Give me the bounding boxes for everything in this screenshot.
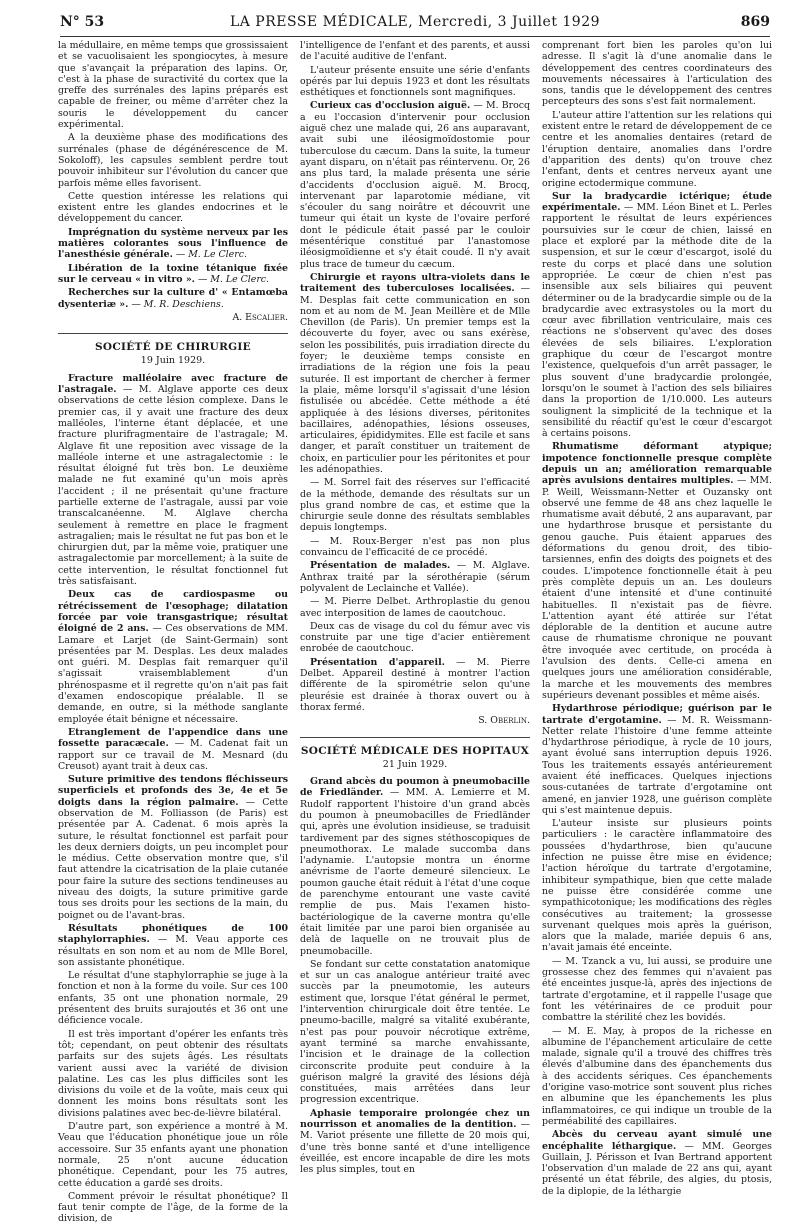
column-2: [300, 40, 530, 1227]
article: [58, 373, 288, 588]
report-author: — M. Le Clerc.: [197, 273, 270, 285]
article-title: Présentation de malades.: [310, 560, 451, 572]
article-body: — M. Pierre Delbet. Appareil destiné à montrer l'action différente de la spirométrie selon qu'une pleurésie est drainée à thorax ouvert ou à thorax fermé.: [300, 656, 531, 713]
article-body: — M. Variot présente une fillette de 20 mois qui, d'une très bonne santé et d'une intelligence éveillée, est encore incapable de dire les mots les plus simples, tout en: [300, 1119, 530, 1176]
article: [542, 191, 772, 440]
article-body: — Cette observation de M. Folliasson (de Paris) est présentée par A. Cadenat. 6 mois après la suture, le résultat fonctionnel est parfait pour les deux derniers doigts, un peu incomplet pour le médius. Cette observation montre que, s'il faut attendre la cicatrisation de la plaie cutanée pour faire la suture des sections tendineuses au niveau des doigts, la suture primitive garde tous ses droits pour les sections de la main, du poignet ou de l'avant-bras.: [58, 796, 288, 921]
article-title: Chirurgie et rayons ultra-violets dans le traitement des tuberculoses localisées.: [300, 271, 530, 295]
section-date: 21 Juin 1929.: [382, 758, 448, 770]
paragraph: — M. Sorrel fait des réserves sur l'efficacité de la méthode, demande des résultats sur un plus grand nombre de cas, et estime que la chirurgie seule donne des résultats semblables depuis longtemps.: [300, 477, 530, 534]
article-title: Etranglement de l'appendice dans une fossette paracæcale.: [58, 726, 288, 750]
paragraph: Le résultat d'une staphylorraphie se juge à la fonction et non à la forme du voile. Sur ces 100 enfants, 35 ont une phonation normale, 29 présentent des bruits surajoutés et 36 ont une déficience vocale.: [58, 970, 288, 1027]
article: [300, 776, 530, 957]
article-body: — MM. A. Lemierre et M. Rudolf rapportent l'histoire d'un grand abcès du poumon à pneumobacilles de Friedländer qui, après une évolution insidieuse, se traduisit tardivement par des signes stéthoscopiques de pneumothorax. Le malade succomba dans l'adynamie. L'autopsie montra un énorme anévrisme de l'aorte demeuré silencieux. Le poumon gauche était réduit à l'état d'une coque de parenchyme entourant une vaste cavité remplie de pus. Mais l'examen histo-bactériologique de la caverne montra qu'elle était limitée par une paroi bien organisée au delà de laquelle on ne trouvait plus de pneumobacille.: [300, 787, 530, 957]
paragraph: Il est très important d'opérer les enfants très tôt; cependant, on peut obtenir des résultats parfaits sur des sujets âgés. Les résultats varient aussi avec la variété de division palatine. Les cas les plus difficiles sont les divisions du voile et de la voûte, mais ceux qui donnent les moins bons résultats sont les divisions palatines avec bec-de-lièvre bilatéral.: [58, 1028, 288, 1119]
article-title: Grand abcès du poumon à pneumobacille de Friedländer.: [300, 776, 530, 799]
paragraph: Se fondant sur cette constatation anatomique et sur un cas analogue antérieur traité avec succès par la pneumotomie, les auteurs estiment que, lorsque l'état général le permet, l'intervention chirurgicale doit être tentée. Le pneumo-bacille, malgré sa vitalité exubérante, n'est pas pour pouvoir nécrotique extrême, ayant terminé sa marche envahissante, l'incision et le drainage de la collection circonscrite produite peut conduire à la guérison malgré la gravité des lésions déjà constituées, mais arrêtées dans leur progression excentrique.: [300, 958, 530, 1106]
paragraph: D'autre part, son expérience a montré à M. Veau que l'éducation phonétique joue un rôle accessoire. Sur 35 enfants ayant une phonation normale, 25 n'ont aucune éducation phonétique. Cependant, pour les 75 autres, cette éducation a gardé ses droits.: [58, 1121, 288, 1189]
article: [542, 703, 772, 816]
article: [300, 657, 530, 713]
article-title: Abcès du cerveau ayant simulé une encéphalite léthargique.: [542, 1129, 772, 1152]
paragraph: l'intelligence de l'enfant et des parents, et aussi de l'acuité auditive de l'enfant.: [300, 40, 530, 63]
article-title: Fracture malléolaire avec fracture de l'astragale.: [58, 372, 288, 396]
paragraph: — M. E. May, à propos de la richesse en albumine de l'épanchement articulaire de cette malade, signale qu'il a trouvé des chiffres très élevés d'albumine dans des épanchements dus à des accidents sériques. Ces épanchements d'origine vaso-motrice sont souvent plus riches en albumine que les épanchements les plus inflammatoires, ce qui indique un trouble de la perméabilité des capillaires.: [542, 1025, 772, 1127]
page-number: 869: [740, 14, 770, 30]
report-entry: [58, 227, 288, 261]
article-title: Deux cas de cardiospasme ou rétrécissement de l'œsophage; dilatation forcée par voie transgastrique; résultat éloigné de 2 ans.: [58, 589, 288, 635]
paragraph: Deux cas de visage du col du fémur avec vis construite par une tige d'acier entièrement enrobée de caoutchouc.: [300, 620, 530, 655]
section-title: SOCIÉTÉ DE CHIRURGIE: [58, 333, 288, 353]
signature: S. Oberlin.: [478, 715, 530, 727]
article-body: — MM. Léon Binet et L. Perles rapportent le résultat de leurs expériences poursuivies sur le cœur de chien, laissé en place et exploré par la méthode dite de la suspension, et sur le cœur d'escargot, isolé du reste du corps et placé dans une solution appropriée. Le cœur de chien n'est pas insensible aux sels biliaires qui peuvent déterminer ou de la bradycardie simple ou de la bradycardie avec extrasystoles ou la mort du cœur avec fibrillation ventriculaire, mais ces réactions ne s'observent qu'avec des doses élevées de sels biliaires. L'exploration graphique du cœur de l'escargot montre l'existence, quelquefois d'un arrêt passager, le plus souvent d'une bradycardie prolongée, lorsqu'on le soumet à l'action des sels biliaires dans la proportion de 1/10.000. Les auteurs soulignent la simplicité de la technique et la sensibilité du réactif qu'est le cœur d'escargot à certains poisons.: [542, 202, 772, 440]
report-title: Imprégnation du système nerveux par les matières colorantes sous l'influence de l'anesthésie générale.: [58, 226, 288, 261]
article-title: Curieux cas d'occlusion aiguë.: [310, 100, 471, 112]
article-body: — M. Alglave apporte ces deux observations de cette lésion complexe. Dans le premier cas, il y avait une fracture des deux malléoles, l'interne étant déplacée, et une fracture plurifragmentaire de l'astragale; M. Alglave fit une reposition avec vissage de la malléole interne et une astragalectomie : le résultat éloigné fut très bon. Le deuxième malade ne fut examiné qu'un mois après l'accident ; il ne présentait qu'une fracture partielle externe de l'astragale, aussi par voie transcalcanéenne. M. Alglave chercha seulement à remettre en place le fragment astragalien; mais le résultat ne fut pas bon et le chirurgien dut, par la même voie, pratiquer une astragalectomie par morcellement; à la suite de cette intervention, le résultat fonctionnel fut très satisfaisant.: [58, 384, 289, 588]
article: [58, 774, 288, 921]
article: [58, 589, 288, 725]
report-title: Recherches sur la culture d' « Entamœba dysenteriæ ».: [58, 287, 288, 310]
article-body: — M. Desplas fait cette communication en son nom et au nom de M. Jean Meillère et de Mlle Chevillon (de Paris). Un premier temps est la découverte du foyer, avec ou sans exérèse, selon les possibilités, puis irradiation directe du foyer; le deuxième temps consiste en irradiations de la région une fois la peau suturée. Il est important de chercher à fermer la plaie, même lorsqu'il s'agissait d'une lésion fistulisée ou abcédée. Cette méthode a été appliquée à des lésions diverses, péritonites bacillaires, adénopathies, lésions osseuses, articulaires, épididymites. Elle est facile et sans danger, et paraît constituer un traitement de choix, en particulier pour les péritonites et pour les adénopathies.: [300, 283, 530, 475]
report-entry: [58, 287, 288, 310]
report-author: — M. Le Clerc.: [175, 249, 247, 261]
paragraph: comprenant fort bien les paroles qu'on lui adresse. Il s'agit là d'une anomalie dans le développement des centres coordinateurs des mouvements nécessaires à l'articulation des sons, tandis que le développement des centres percepteurs des sons s'est fait normalement.: [542, 40, 772, 108]
article: [58, 923, 288, 968]
issue-number: N° 53: [60, 14, 105, 30]
article-body: — M. Alglave. Anthrax traité par la sérothérapie (sérum polyvalent de Leclainche et Vallée).: [300, 560, 530, 594]
article-body: — M. Veau apporte ces résultats en son nom et au nom de Mlle Borel, son assistante phonétique.: [58, 934, 288, 968]
article-body: — Ces observations de MM. Lamare et Larjet (de Saint-Germain) sont présentées par M. Desplas. Les deux malades ont guéri. M. Desplas fait remarquer qu'il s'agissait vraisemblablement d'un phrénospasme et il regrette qu'on n'ait pas fait d'examen endoscopique préalable. Il se demande, en outre, si la méthode sanglante employée était bénigne et nécessaire.: [58, 623, 288, 725]
paragraph: — M. Tzanck a vu, lui aussi, se produire une grossesse chez des femmes qui n'avaient pas été enceintes jusque-là, après des injections de tartrate d'ergotamine, et il rappelle l'usage que font les vétérinaires de ce produit pour combattre la stérilité chez les bovidés.: [542, 955, 772, 1024]
article: [58, 727, 288, 772]
paragraph: L'auteur insiste sur plusieurs points particuliers : le caractère inflammatoire des poussées d'hydarthrose, bien qu'aucune infection ne puisse être mise en évidence; l'action héroïque du tartrate d'ergotamine, inhibiteur sympathique, bien que cette malade ne puisse être considérée comme une sympathicotonique; les modifications des règles consécutives au traitement; la grossesse survenant quelques mois après la guérison, alors que la malade, mariée depuis 6 ans, n'avait jamais été enceinte.: [542, 818, 772, 954]
column-1: [58, 40, 288, 1227]
article-body: — MM. P. Weill, Weissmann-Netter et Ouzansky ont observé une femme de 48 ans chez laquelle le rhumatisme avait débuté, 2 ans auparavant, par une hydarthrose brusque et persistante du genou gauche. Puis étaient apparues des déformations du genou droit, des tibio-tarsiennes, enfin des doigts des poignets et des coudes. L'impotence fonctionnelle était à peu près complète depuis un an. Les douleurs étaient d'une intensité et d'une continuité habituelles. Il n'existait pas de fièvre. L'attention ayant été attirée sur l'état déplorable de la dentition et aucune autre cause de rhumatisme chronique ne pouvant être invoquée avec certitude, on procéda à l'avulsion des dents. Celle-ci amena en quelques jours une amélioration considérable, la marche et les mouvements des membres supérieurs devenant possibles et même aisés.: [542, 475, 772, 701]
article: [300, 100, 530, 269]
report-entry: [58, 263, 288, 286]
article-body: — MM. Georges Guillain, J. Périsson et Ivan Bertrand apportent l'observation d'un malade de 22 ans qui, ayant présenté un état fébrile, des algies, du ptosis, de la diplopie, de la léthargie: [542, 1140, 772, 1197]
paragraph: L'auteur présente ensuite une série d'enfants opérés par lui depuis 1923 et dont les résultats esthétiques et fonctionnels sont magnifiques.: [300, 64, 530, 99]
report-title: Libération de la toxine tétanique fixée sur le cerveau « in vitro ».: [58, 262, 288, 285]
paragraph: Cette question intéresse les relations qui existent entre les glandes endocrines et le développement du cancer.: [58, 190, 288, 225]
paragraph: — M. Pierre Delbet. Arthroplastie du genou avec interposition de lames de caoutchouc.: [300, 596, 530, 619]
article-title: Suture primitive des tendons fléchisseurs superficiels et profonds des 3e, 4e et 5e doigts dans la région palmaire.: [58, 774, 288, 808]
signature: A. Escalier.: [232, 311, 288, 323]
paragraph: L'auteur attire l'attention sur les relations qui existent entre le retard de développement de ce centre et les anomalies dentaires (retard de l'éruption dentaire, anomalies dans l'ordre d'apparition des dents) qu'on trouve chez l'enfant, dents et centres nerveux ayant une origine ectodermique commune.: [542, 109, 772, 189]
article: [300, 560, 530, 594]
article-title: Hydarthrose périodique; guérison par le tartrate d'ergotamine.: [542, 703, 772, 726]
article: [300, 272, 530, 475]
article-body: — M. R. Weissmann-Netter relate l'histoire d'une femme atteinte d'hydarthrose périodique, à rycle de 10 jours, ayant évolué sans interruption depuis 1926. Tous les traitements essayés antérieurement avaient été inefficaces. Quelques injections sous-cutanées de tartrate d'ergotamine ont amené, en janvier 1928, une guérison complète qui s'est maintenue depuis.: [542, 714, 772, 816]
article-body: — M. Brocq a eu l'occasion d'intervenir pour occlusion aiguë chez une malade qui, 26 ans auparavant, avait subi une iléosigmoïdostomie pour tuberculose du cæcum. Dans la suite, la tumeur ayant disparu, on n'était pas réintervenu. Or, 26 ans plus tard, la malade présenta une série d'accidents d'occlusion aiguë. M. Brocq, intervenant par laparotomie médiane, vit s'écouler du sang noirâtre et découvrit une tumeur qui était un kyste de l'ovaire perforé dont le pédicule était passé par le couloir mésentérique constitué par l'anastomose iléosigmoïdienne et s'y était coudé. Il n'y avait plus trace de tumeur du cæcum.: [300, 100, 531, 270]
section-date: 19 Juin 1929.: [140, 355, 206, 367]
article: [300, 1108, 530, 1176]
column-3: [542, 40, 772, 1227]
article-title: Sur la bradycardie ictérique; étude expérimentale.: [542, 190, 772, 214]
page-header: [60, 14, 770, 37]
article-title: Rhumatisme déformant atypique; impotence fonctionnelle presque complète depuis un an; amélioration remarquable après avulsions dentaires multiples.: [542, 441, 772, 487]
article-title: Résultats phonétiques de 100 staphylorraphies.: [58, 922, 288, 946]
article: [542, 1129, 772, 1197]
article-body: — M. Cadenat fait un rapport sur ce travail de M. Mesnard (du Creusot) ayant trait à deux cas.: [58, 738, 289, 772]
paragraph: A la deuxième phase des modifications des surrénales (phase de dégénérescence de M. Sokoloff), les capsules semblent perdre tout pouvoir inhibiteur sur l'évolution du cancer que parfois même elles favorisent.: [58, 132, 288, 189]
paragraph: Comment prévoir le résultat phonétique? Il faut tenir compte de l'âge, de la forme de la division, de: [58, 1190, 288, 1225]
article: [542, 441, 772, 701]
article-title: Présentation d'appareil.: [310, 656, 445, 668]
section-title: SOCIÉTÉ MÉDICALE DES HOPITAUX: [300, 737, 530, 757]
article-title: Aphasie temporaire prolongée chez un nourrisson et anomalies de la dentition.: [300, 1107, 530, 1131]
report-author: — M. R. Deschiens.: [131, 298, 224, 310]
article-columns: [58, 40, 772, 1225]
paragraph: la médullaire, en même temps que grossissaient et se vacuolisaient les spongiocytes, à mesure que s'avançait la préparation des lapins. Or, c'est à la phase de suractivité du cortex que la greffe des surrénales des lapins préparés est capable de freiner, ou même d'arrêter chez la souris le développement du cancer expérimental.: [58, 40, 288, 131]
paragraph: — M. Roux-Berger n'est pas non plus convaincu de l'efficacité de ce procédé.: [300, 535, 530, 559]
journal-title: LA PRESSE MÉDICALE, Mercredi, 3 Juillet 1929: [229, 14, 601, 30]
